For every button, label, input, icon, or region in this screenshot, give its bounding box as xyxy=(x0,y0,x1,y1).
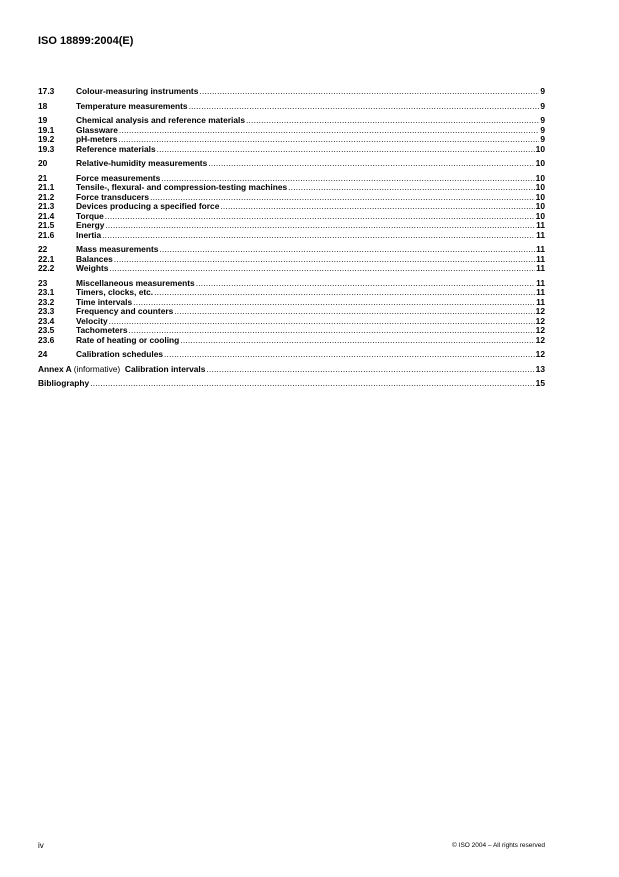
toc-entry-page: 11 xyxy=(536,287,545,297)
toc-entry[interactable] xyxy=(38,336,545,346)
toc-entry-title: Glassware xyxy=(76,124,118,135)
leader-dots xyxy=(199,87,539,97)
toc-entry-page: 11 xyxy=(536,244,545,254)
toc-entry-number: 22 xyxy=(38,244,48,254)
annex-label: Annex A xyxy=(38,363,72,374)
toc-entry[interactable] xyxy=(38,221,545,231)
toc-entry-title: Energy xyxy=(76,220,105,230)
leader-dots xyxy=(133,298,535,308)
toc-entry[interactable] xyxy=(38,245,545,255)
toc-entry-annex-a[interactable] xyxy=(38,365,545,375)
leader-dots xyxy=(105,212,535,222)
toc-entry[interactable] xyxy=(38,212,545,222)
toc-entry-page: 10 xyxy=(535,210,545,221)
leader-dots xyxy=(90,379,534,389)
copyright-notice: © ISO 2004 – All rights reserved xyxy=(452,842,545,849)
toc-entry-page: 10 xyxy=(535,143,545,154)
toc-entry-number: 19.3 xyxy=(38,143,55,154)
toc-entry-page: 10 xyxy=(535,191,545,202)
toc-entry-number: 18 xyxy=(38,100,48,111)
leader-dots xyxy=(105,221,535,231)
toc-entry-title: Time intervals xyxy=(76,296,133,307)
toc-entry-page: 11 xyxy=(536,253,545,264)
toc-entry-number: 22.1 xyxy=(38,253,55,264)
toc-entry-number: 21 xyxy=(38,172,48,183)
toc-entry-title: Weights xyxy=(76,263,109,273)
toc-entry-page: 11 xyxy=(536,296,545,307)
toc-entry-page: 9 xyxy=(540,115,545,125)
toc-entry-page: 10 xyxy=(535,182,545,192)
toc-entry-page: 12 xyxy=(535,315,545,326)
toc-entry-page: 11 xyxy=(536,263,545,273)
toc-entry-title: Devices producing a specified force xyxy=(76,201,220,211)
toc-entry-page: 11 xyxy=(536,277,545,288)
leader-dots xyxy=(118,135,539,145)
toc-entry-title: Miscellaneous measurements xyxy=(76,277,195,288)
toc-entry-number: 21.3 xyxy=(38,201,55,211)
toc-entry[interactable] xyxy=(38,307,545,317)
leader-dots xyxy=(206,365,534,375)
toc-entry-page: 9 xyxy=(540,124,545,135)
toc-entry-title: Reference materials xyxy=(76,143,156,154)
toc-entry-number: 23.5 xyxy=(38,325,55,335)
toc-entry-title: Mass measurements xyxy=(76,244,159,254)
toc-entry-title: Timers, clocks, etc. xyxy=(76,287,154,297)
toc-entry-page: 9 xyxy=(540,86,545,96)
toc-entry[interactable] xyxy=(38,231,545,241)
toc-entry-number: 23.4 xyxy=(38,315,55,326)
leader-dots xyxy=(180,336,534,346)
annex-title: Calibration intervals xyxy=(124,363,206,374)
toc-entry-page: 10 xyxy=(535,172,545,183)
toc-entry-page: 12 xyxy=(535,325,545,335)
toc-entry-page: 13 xyxy=(535,363,545,374)
leader-dots xyxy=(174,307,534,317)
toc-entry-title: Frequency and counters xyxy=(76,306,174,316)
document-header: ISO 18899:2004(E) xyxy=(38,35,134,47)
toc-entry-number: 24 xyxy=(38,349,48,359)
toc-entry-page: 12 xyxy=(535,306,545,316)
toc-entry-number: 23.2 xyxy=(38,296,55,307)
toc-entries xyxy=(38,87,545,360)
toc-entry-title: Force transducers xyxy=(76,191,150,202)
toc-entry-page: 12 xyxy=(535,334,545,345)
toc-entry-title xyxy=(38,365,205,375)
annex-qualifier: (informative) xyxy=(73,363,121,374)
leader-dots xyxy=(164,350,535,360)
toc-entry-bibliography[interactable] xyxy=(38,379,545,389)
toc-entry[interactable] xyxy=(38,264,545,274)
toc-entry-page: 11 xyxy=(536,229,545,240)
toc-entry[interactable] xyxy=(38,145,545,155)
toc-entry-page: 11 xyxy=(536,220,545,230)
leader-dots xyxy=(189,102,540,112)
toc-entry-number: 21.2 xyxy=(38,191,55,202)
toc-entry-title: Relative-humidity measurements xyxy=(76,158,208,168)
leader-dots xyxy=(154,288,535,298)
toc-entry-number: 23.1 xyxy=(38,287,55,297)
toc-entry[interactable] xyxy=(38,202,545,212)
toc-entry-title: Chemical analysis and reference materials xyxy=(76,115,245,125)
toc-entry-title: Force measurements xyxy=(76,172,161,183)
toc-entry[interactable] xyxy=(38,255,545,265)
toc-entry-title: Tachometers xyxy=(76,325,128,335)
toc-entry-title: pH-meters xyxy=(76,134,118,144)
table-of-contents xyxy=(38,87,545,389)
toc-entry-number: 23.6 xyxy=(38,334,55,345)
toc-entry-number: 19 xyxy=(38,115,48,125)
leader-dots xyxy=(208,159,534,169)
toc-entry-number: 21.6 xyxy=(38,229,55,240)
toc-entry-title: Tensile-, flexural- and compression-testing machines xyxy=(76,182,288,192)
leader-dots xyxy=(109,264,535,274)
toc-entry-page: 12 xyxy=(535,349,545,359)
leader-dots xyxy=(288,183,535,193)
toc-entry-number: 21.1 xyxy=(38,182,55,192)
leader-dots xyxy=(114,255,535,265)
leader-dots xyxy=(246,116,539,126)
toc-entry-number: 17.3 xyxy=(38,86,55,96)
toc-entry-page: 9 xyxy=(540,100,545,111)
leader-dots xyxy=(220,202,534,212)
toc-entry-title: Bibliography xyxy=(38,378,90,388)
toc-entry-number: 21.4 xyxy=(38,210,55,221)
toc-entry-number: 21.5 xyxy=(38,220,55,230)
toc-entry-title: Inertia xyxy=(76,229,102,240)
toc-entry[interactable] xyxy=(38,350,545,360)
toc-entry[interactable] xyxy=(38,159,545,169)
leader-dots xyxy=(119,126,539,136)
toc-entry-title: Velocity xyxy=(76,315,108,326)
leader-dots xyxy=(157,145,535,155)
leader-dots xyxy=(102,231,535,241)
toc-entry-title: Torque xyxy=(76,210,104,221)
toc-entry[interactable] xyxy=(38,102,545,112)
toc-entry[interactable] xyxy=(38,87,545,97)
leader-dots xyxy=(129,326,535,336)
toc-entry-page: 15 xyxy=(535,378,545,388)
toc-entry-number: 20 xyxy=(38,158,48,168)
toc-entry-number: 23.3 xyxy=(38,306,55,316)
toc-entry-number: 23 xyxy=(38,277,48,288)
toc-entry-number: 22.2 xyxy=(38,263,55,273)
toc-entry-page: 10 xyxy=(535,201,545,211)
toc-entry-title: Balances xyxy=(76,253,113,264)
leader-dots xyxy=(109,317,535,327)
toc-entry-title: Temperature measurements xyxy=(76,100,188,111)
toc-entry-title: Colour-measuring instruments xyxy=(76,86,199,96)
page-number: iv xyxy=(38,841,44,850)
toc-entry-title: Calibration schedules xyxy=(76,349,164,359)
leader-dots xyxy=(159,245,535,255)
leader-dots xyxy=(196,279,535,289)
toc-entry-page: 10 xyxy=(535,158,545,168)
toc-entry-number: 19.2 xyxy=(38,134,55,144)
toc-entry-title: Rate of heating or cooling xyxy=(76,334,180,345)
toc-entry-page: 9 xyxy=(540,134,545,144)
toc-entry-number: 19.1 xyxy=(38,124,55,135)
